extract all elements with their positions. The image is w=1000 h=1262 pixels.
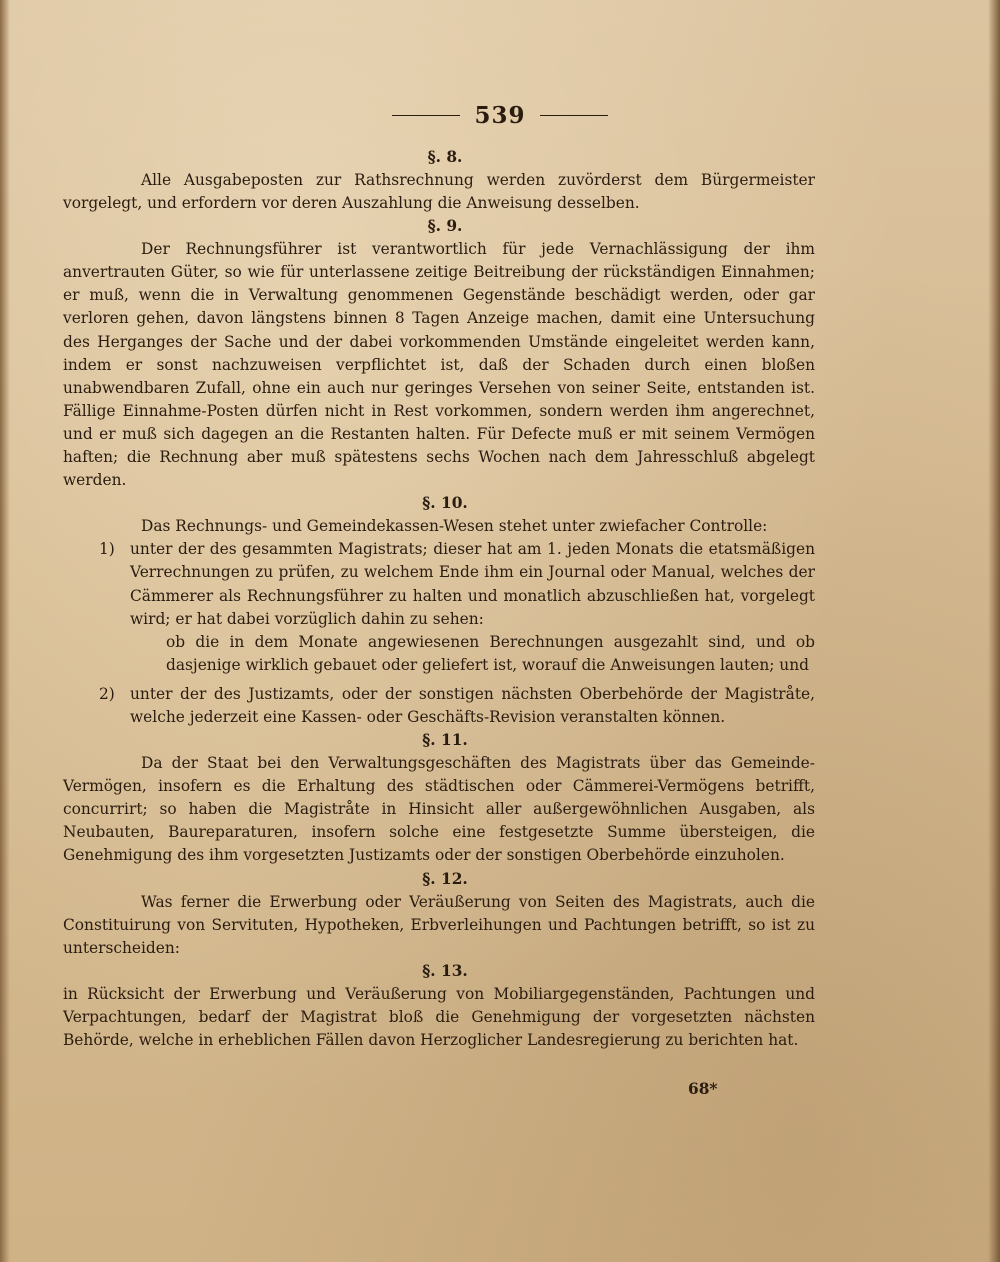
section-10-intro: Das Rechnungs- und Gemeindekassen-Wesen stehet unter zwiefacher Controlle: [141,517,768,536]
section-heading-12: §. 12. [422,869,468,888]
header-rule-right [540,115,608,116]
section-heading-8: §. 8. [427,148,463,166]
section-9-text: Der Rechnungsführer ist verantwortlich für jede Vernachlässigung der ihm anvertrauten Güter, so wie für unterlassene zeitige Beitreibung der rückständigen Einnahmen; er muß, wenn die in Verwaltung genommenen Gegenstände beschädigt werden, oder gar verloren gehen, davon längstens binnen 8 Tagen Anzeige machen, damit eine Untersuchung des Herganges der Sache und der dabei vorkommenden Umstände eingeleitet werden kann, indem er sonst nachzuweisen verpflichtet ist, daß der Schaden durch einen bloßen unabwendbaren Zufall, ohne ein auch nur geringes Versehen von seiner Seite, entstanden ist. Fällige Einnahme-Posten dürfen nicht in Rest vorkommen, sondern werden ihm angerechnet, und er muß sich dagegen an die Restanten halten. Für Defecte muß er mit seinem Vermögen haften; die Rechnung aber muß spätestens sechs Wochen nach dem Jahresschluß abgelegt werden. [63,240,815,490]
page-edge-shadow-left [0,0,10,1262]
item-1-text: unter der des gesammten Magistrats; dieser hat am 1. jeden Monats die etatsmäßigen Verrechnungen zu prüfen, zu welchem Ende ihm ein Journal oder Manual, welches der Cämmerer als Rechnungsführer zu halten und monatlich abzuschließen hat, vorgelegt wird; er hat dabei vorzüglich dahin zu sehen: [130,540,815,628]
section-heading-11: §. 11. [422,731,468,750]
printer-signature-mark: 68* [688,1080,718,1098]
page-header [0,100,1000,130]
section-13-text: in Rücksicht der Erwerbung und Veräußerung von Mobiliargegenständen, Pachtungen und Verpachtungen, bedarf der Magistrat bloß die Genehmigung der vorgesetzten nächsten Behörde, welche in erheblichen Fällen davon Herzoglicher Landesregierung zu berichten hat. [63,984,815,1049]
item-1-number: 1) [99,540,115,559]
item-2-number: 2) [99,684,115,703]
section-10-item-2 [63,683,815,729]
header-rule-left [392,115,460,116]
page-body [63,146,815,1052]
section-12-text: Was ferner die Erwerbung oder Veräußerung von Seiten des Magistrats, auch die Constituirung von Servituten, Hypotheken, Erbverleihungen und Pachtungen betrifft, so ist zu unterscheiden: [63,892,815,957]
section-8-text: Alle Ausgabeposten zur Rathsrechnung werden zuvörderst dem Bürgermeister vorgelegt, und erfordern vor deren Auszahlung die Anweisung desselben. [63,171,815,213]
section-heading-9: §. 9. [427,217,463,236]
section-heading-10: §. 10. [422,494,468,513]
section-heading-13: §. 13. [422,961,468,980]
section-11-text: Da der Staat bei den Verwaltungsgeschäften des Magistrats über das Gemeinde-Vermögen, insofern es die Erhaltung des städtischen oder Cämmerei-Vermögens betrifft, concurrirt; so haben die Magistråte in Hinsicht aller außergewöhnlichen Ausgaben, als Neubauten, Baureparaturen, insofern solche eine festgesetzte Summe übersteigen, die Genehmigung des ihm vorgesetzten Justizamts oder der sonstigen Oberbehörde einzuholen. [63,754,815,865]
page-number: 539 [474,101,526,129]
section-10-item-1 [63,538,815,630]
page-edge-shadow-right [988,0,1000,1262]
section-10-item-1-sub: ob die in dem Monate angewiesenen Berechnungen ausgezahlt sind, und ob dasjenige wirklich gebauet oder geliefert ist, worauf die Anweisungen lauten; und [166,632,815,674]
item-2-text: unter der des Justizamts, oder der sonstigen nächsten Oberbehörde der Magistråte, welche jederzeit eine Kassen- oder Geschäfts-Revision veranstalten können. [130,684,815,726]
